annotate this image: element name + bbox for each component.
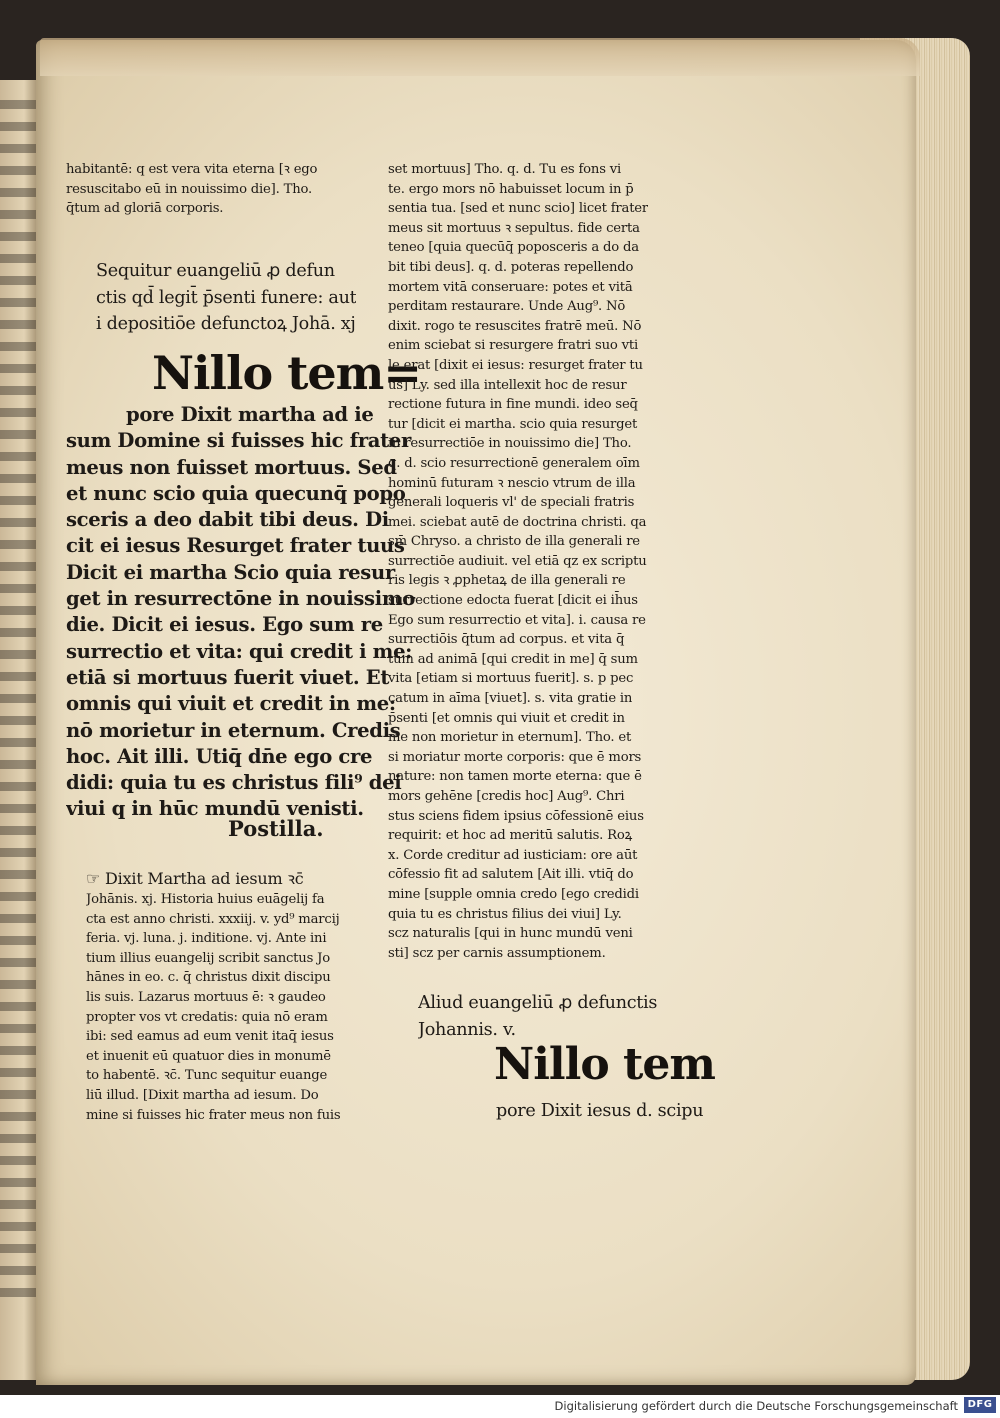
- text-line: q̄tum ad gloriā corporis.: [66, 201, 224, 217]
- postilla-block: [86, 868, 396, 1125]
- text-line: hominū futuram ꝛ nescio vtrum de illa: [388, 475, 636, 491]
- text-line: Johānis. xj. Historia huius euāgelij fa: [86, 892, 325, 907]
- right-tail: [496, 1098, 703, 1125]
- text-line: ibi: sed eamus ad eum venit itaq̄ iesus: [86, 1029, 334, 1045]
- text-line: Ego sum resurrectio et vita]. i. causa re: [388, 612, 646, 628]
- text-line: sum Domine si fuisses hic frater: [66, 429, 411, 453]
- text-line: sti] scz per carnis assumptionem.: [388, 945, 606, 961]
- gospel-heading-2: Nillo tem: [494, 1039, 715, 1090]
- text-line: sm̄ Chryso. a christo de illa generali re: [388, 534, 640, 550]
- text-line: surrectio et vita: qui credit i me:: [66, 639, 413, 663]
- text-line: to habentē. ꝛc̄. Tunc sequitur euange: [86, 1068, 328, 1084]
- footer-credit: Digitalisierung gefördert durch die Deutsche Forschungsgemeinschaft: [554, 1399, 958, 1413]
- text-line: tur [dicit ei martha. scio quia resurget: [388, 416, 638, 432]
- text-line: et inuenit eū quatuor dies in monumē: [86, 1048, 331, 1064]
- text-line: hānes in eo. c. q̄ christus dixit discipu: [86, 970, 331, 986]
- gospel-text: [66, 402, 415, 823]
- postilla-heading: Postilla.: [228, 816, 324, 841]
- text-line: catum in aīma [viuet]. s. vita gratie in: [388, 691, 633, 707]
- text-line: lis suis. Lazarus mortuus ē: ꝛ gaudeo: [86, 989, 326, 1005]
- digitization-footer: [0, 1395, 1000, 1418]
- text-line: didi: quia tu es christus fili⁹ dei: [66, 771, 402, 795]
- text-line: le erat [dixit ei iesus: resurget frater tu: [388, 357, 643, 373]
- text-line: tium illius euangelij scribit sanctus Jo: [86, 950, 330, 966]
- left-top-lines: [66, 160, 317, 219]
- postilla-text: [86, 868, 396, 1125]
- text-line: habitantē: q est vera vita eterna [ꝛ ego: [66, 162, 318, 177]
- text-line: die. Dicit ei iesus. Ego sum re: [66, 613, 383, 637]
- text-line: meus non fuisset mortuus. Sed: [66, 455, 397, 479]
- postilla-first-line: Dixit Martha ad iesum ꝛc̄: [105, 869, 304, 888]
- text-line: bit tibi deus]. q. d. poteras repellendo: [388, 259, 634, 275]
- text-line: omnis qui viuit et credit in me:: [66, 692, 396, 716]
- page-top-edge: [40, 38, 920, 76]
- text-line: set mortuus] Tho. q. d. Tu es fons vi: [388, 162, 622, 177]
- text-line: p̄senti [et omnis qui viuit et credit in: [388, 710, 625, 726]
- text-line: feria. vj. luna. j. inditione. vj. Ante ini: [86, 931, 327, 947]
- text-line: mine si fuisses hic frater meus non fuis: [86, 1107, 341, 1123]
- text-line: teneo [quia quecūq̄ poposceris a do da: [388, 240, 639, 256]
- text-line: pore Dixit iesus d. scipu: [496, 1101, 704, 1121]
- text-line: us] Ly. sed illa intellexit hoc de resur: [388, 377, 627, 393]
- text-line: cta est anno christi. xxxiij. v. yd⁹ marcij: [86, 911, 340, 927]
- text-line: si moriatur morte corporis: que ē mors: [388, 749, 642, 765]
- text-line: ctis qd̄ legit̄ p̄senti funere: aut: [96, 287, 357, 308]
- text-line: liū illud. [Dixit martha ad iesum. Do: [86, 1087, 319, 1103]
- text-line: propter vos vt credatis: quia nō eram: [86, 1009, 328, 1025]
- text-line: in resurrectiōe in nouissimo die] Tho.: [388, 436, 632, 452]
- left-intro: [96, 258, 356, 338]
- text-line: mine [supple omnia credo [ego credidi: [388, 886, 639, 902]
- text-line: requirit: et hoc ad meritū salutis. Roꝝ: [388, 828, 633, 844]
- right-intro: [418, 990, 657, 1043]
- text-line: meus sit mortuus ꝛ sepultus. fide certa: [388, 220, 640, 236]
- text-line: et nunc scio quia quecunq̄ popo: [66, 481, 406, 505]
- text-line: surrectione edocta fuerat [dicit ei ih̄us: [388, 593, 638, 609]
- text-line: get in resurrectōne in nouissimo: [66, 587, 415, 611]
- text-line: Sequitur euangeliū ꝓ defun: [96, 261, 335, 281]
- text-line: surrectiōis q̄tum ad corpus. et vita q̄: [388, 632, 625, 648]
- text-line: pore Dixit martha ad ie: [126, 403, 374, 426]
- text-line: mors gehēne [credis hoc] Aug⁹. Chri: [388, 789, 625, 804]
- text-line: [86, 868, 396, 890]
- text-line: quia tu es christus filius dei viui] Ly.: [388, 906, 622, 922]
- text-line: enim sciebat si resurgere fratri suo vti: [388, 338, 638, 354]
- text-line: dixit. rogo te resuscites fratrē meū. Nō: [388, 318, 642, 334]
- manicule-icon: ☞: [86, 869, 106, 888]
- text-line: rectione futura in fine mundi. ideo seq̄: [388, 397, 638, 413]
- text-line: scz naturalis [qui in hunc mundū veni: [388, 926, 633, 942]
- dfg-logo: DFG: [964, 1397, 996, 1413]
- text-line: stus sciens fidem ipsius cōfessionē eius: [388, 808, 644, 824]
- text-line: generali loqueris vl' de speciali fratris: [388, 495, 635, 511]
- text-line: hoc. Ait illi. Utiq̄ dn̄e ego cre: [66, 744, 373, 768]
- text-line: Aliud euangeliū ꝓ defunctis: [418, 993, 658, 1013]
- text-line: sceris a deo dabit tibi deus. Di: [66, 508, 389, 532]
- text-line: cit ei iesus Resurget frater tuus: [66, 534, 405, 558]
- text-line: i depositiōe defunctoꝝ Johā. xj: [96, 314, 356, 335]
- text-line: ris legis ꝛ ꝓphetaꝝ de illa generali re: [388, 573, 626, 589]
- commentary-text: [388, 160, 648, 963]
- text-line: q. d. scio resurrectionē generalem oīm: [388, 455, 640, 471]
- text-line: te. ergo mors nō habuisset locum in p̄: [388, 181, 634, 197]
- text-line: x. Corde creditur ad iusticiam: ore aūt: [388, 847, 638, 863]
- text-line: perditam restaurare. Unde Aug⁹. Nō: [388, 299, 626, 315]
- text-line: sentia tua. [sed et nunc scio] licet frater: [388, 201, 648, 217]
- text-line: etiā si mortuus fuerit viuet. Et: [66, 665, 390, 689]
- gospel-heading: Nillo tem=: [152, 346, 421, 400]
- text-line: resuscitabo eū in nouissimo die]. Tho.: [66, 181, 312, 197]
- text-line: mei. sciebat autē de doctrina christi. qa: [388, 514, 647, 530]
- text-line: Dicit ei martha Scio quia resur: [66, 560, 395, 584]
- text-line: vita [etiam si mortuus fuerit]. s. p pec: [388, 671, 634, 687]
- text-line: nature: non tamen morte eterna: que ē: [388, 769, 642, 785]
- text-line: me non morietur in eternum]. Tho. et: [388, 730, 632, 746]
- text-line: mortem vitā conseruare: potes et vitā: [388, 279, 633, 295]
- text-line: cōfessio fit ad salutem [Ait illi. vtiq̄ do: [388, 867, 634, 883]
- text-line: tum ad animā [qui credit in me] q̄ sum: [388, 651, 638, 667]
- text-line: Johannis. v.: [418, 1019, 516, 1040]
- facing-page-text: [0, 100, 38, 1300]
- text-line: nō morietur in eternum. Credis: [66, 718, 401, 742]
- text-line: viui q in hūc mundū venisti.: [66, 797, 364, 821]
- text-line: surrectiōe audiuit. vel etiā qz ex scriptu: [388, 553, 647, 569]
